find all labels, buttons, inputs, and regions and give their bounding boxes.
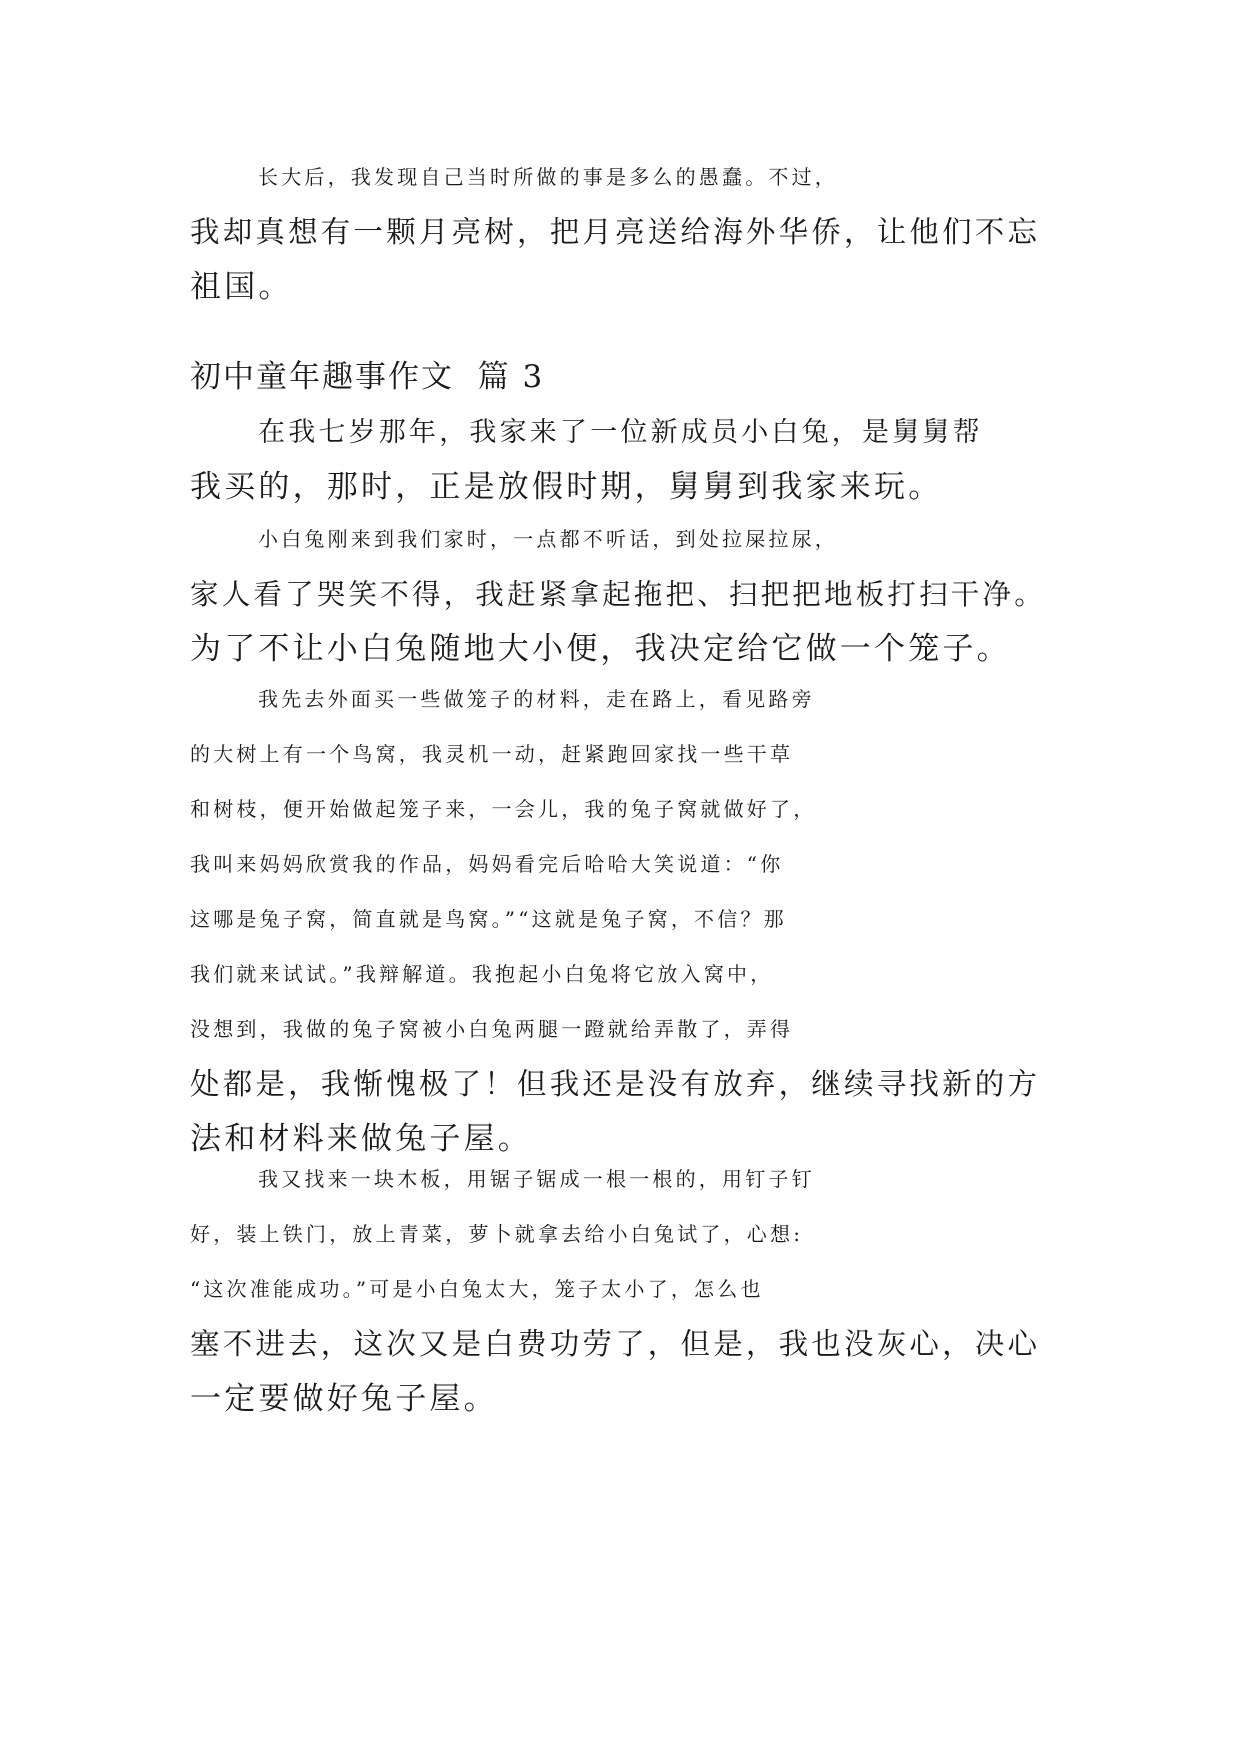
text-line: 塞不进去，这次又是白费功劳了，但是，我也没灰心，决心 xyxy=(190,1327,1041,1361)
paragraph-3 xyxy=(190,672,1040,1167)
text-line: 祖国。 xyxy=(190,269,293,305)
text-line: 我叫来妈妈欣赏我的作品，妈妈看完后哈哈大笑说道：“你 xyxy=(190,852,784,876)
text-line: 的大树上有一个鸟窝，我灵机一动，赶紧跑回家找一些干草 xyxy=(190,742,794,766)
text-line: 家人看了哭笑不得，我赶紧拿起拖把、扫把把地板打扫干净。 xyxy=(190,578,1046,611)
paragraph-intro xyxy=(190,150,1040,315)
section-heading xyxy=(190,350,544,405)
paragraph-2 xyxy=(190,512,1046,677)
text-line: 我买的，那时，正是放假时期，舅舅到我家来玩。 xyxy=(190,469,943,505)
text-line: 长大后，我发现自己当时所做的事是多么的愚蠢。不过， xyxy=(258,165,838,189)
text-line: 没想到，我做的兔子窝被小白兔两腿一蹬就给弄散了，弄得 xyxy=(190,1017,794,1041)
paragraph-1 xyxy=(190,405,983,515)
text-line: 我却真想有一颗月亮树，把月亮送给海外华侨，让他们不忘 xyxy=(190,215,1041,249)
text-line: 好，装上铁门，放上青菜，萝卜就拿去给小白兔试了，心想: xyxy=(190,1222,804,1246)
text-line: 法和材料来做兔子屋。 xyxy=(190,1121,532,1157)
text-line: 这哪是兔子窝，简直就是鸟窝。”“这就是兔子窝，不信？那 xyxy=(190,907,787,931)
text-line: 一定要做好兔子屋。 xyxy=(190,1381,498,1417)
text-line: 小白兔刚来到我们家时，一点都不听话，到处拉屎拉尿， xyxy=(258,527,838,551)
section-heading-text: 初中童年趣事作文 篇 3 xyxy=(190,359,545,395)
text-line: 和树枝，便开始做起笼子来，一会儿，我的兔子窝就做好了， xyxy=(190,797,817,821)
text-line: 在我七岁那年，我家来了一位新成员小白兔，是舅舅帮 xyxy=(258,417,983,448)
text-line: 我先去外面买一些做笼子的材料，走在路上，看见路旁 xyxy=(258,687,815,711)
text-line: 处都是，我惭愧极了！但我还是没有放弃，继续寻找新的方 xyxy=(190,1067,1041,1101)
paragraph-4 xyxy=(190,1152,1040,1427)
text-line: 为了不让小白兔随地大小便，我决定给它做一个笼子。 xyxy=(190,631,1011,667)
text-line: 我又找来一块木板，用锯子锯成一根一根的，用钉子钉 xyxy=(258,1167,815,1191)
text-line: 我们就来试试。”我辩解道。我抱起小白兔将它放入窝中， xyxy=(190,962,774,986)
text-line: “这次准能成功。”可是小白兔太大，笼子太小了，怎么也 xyxy=(190,1277,764,1301)
